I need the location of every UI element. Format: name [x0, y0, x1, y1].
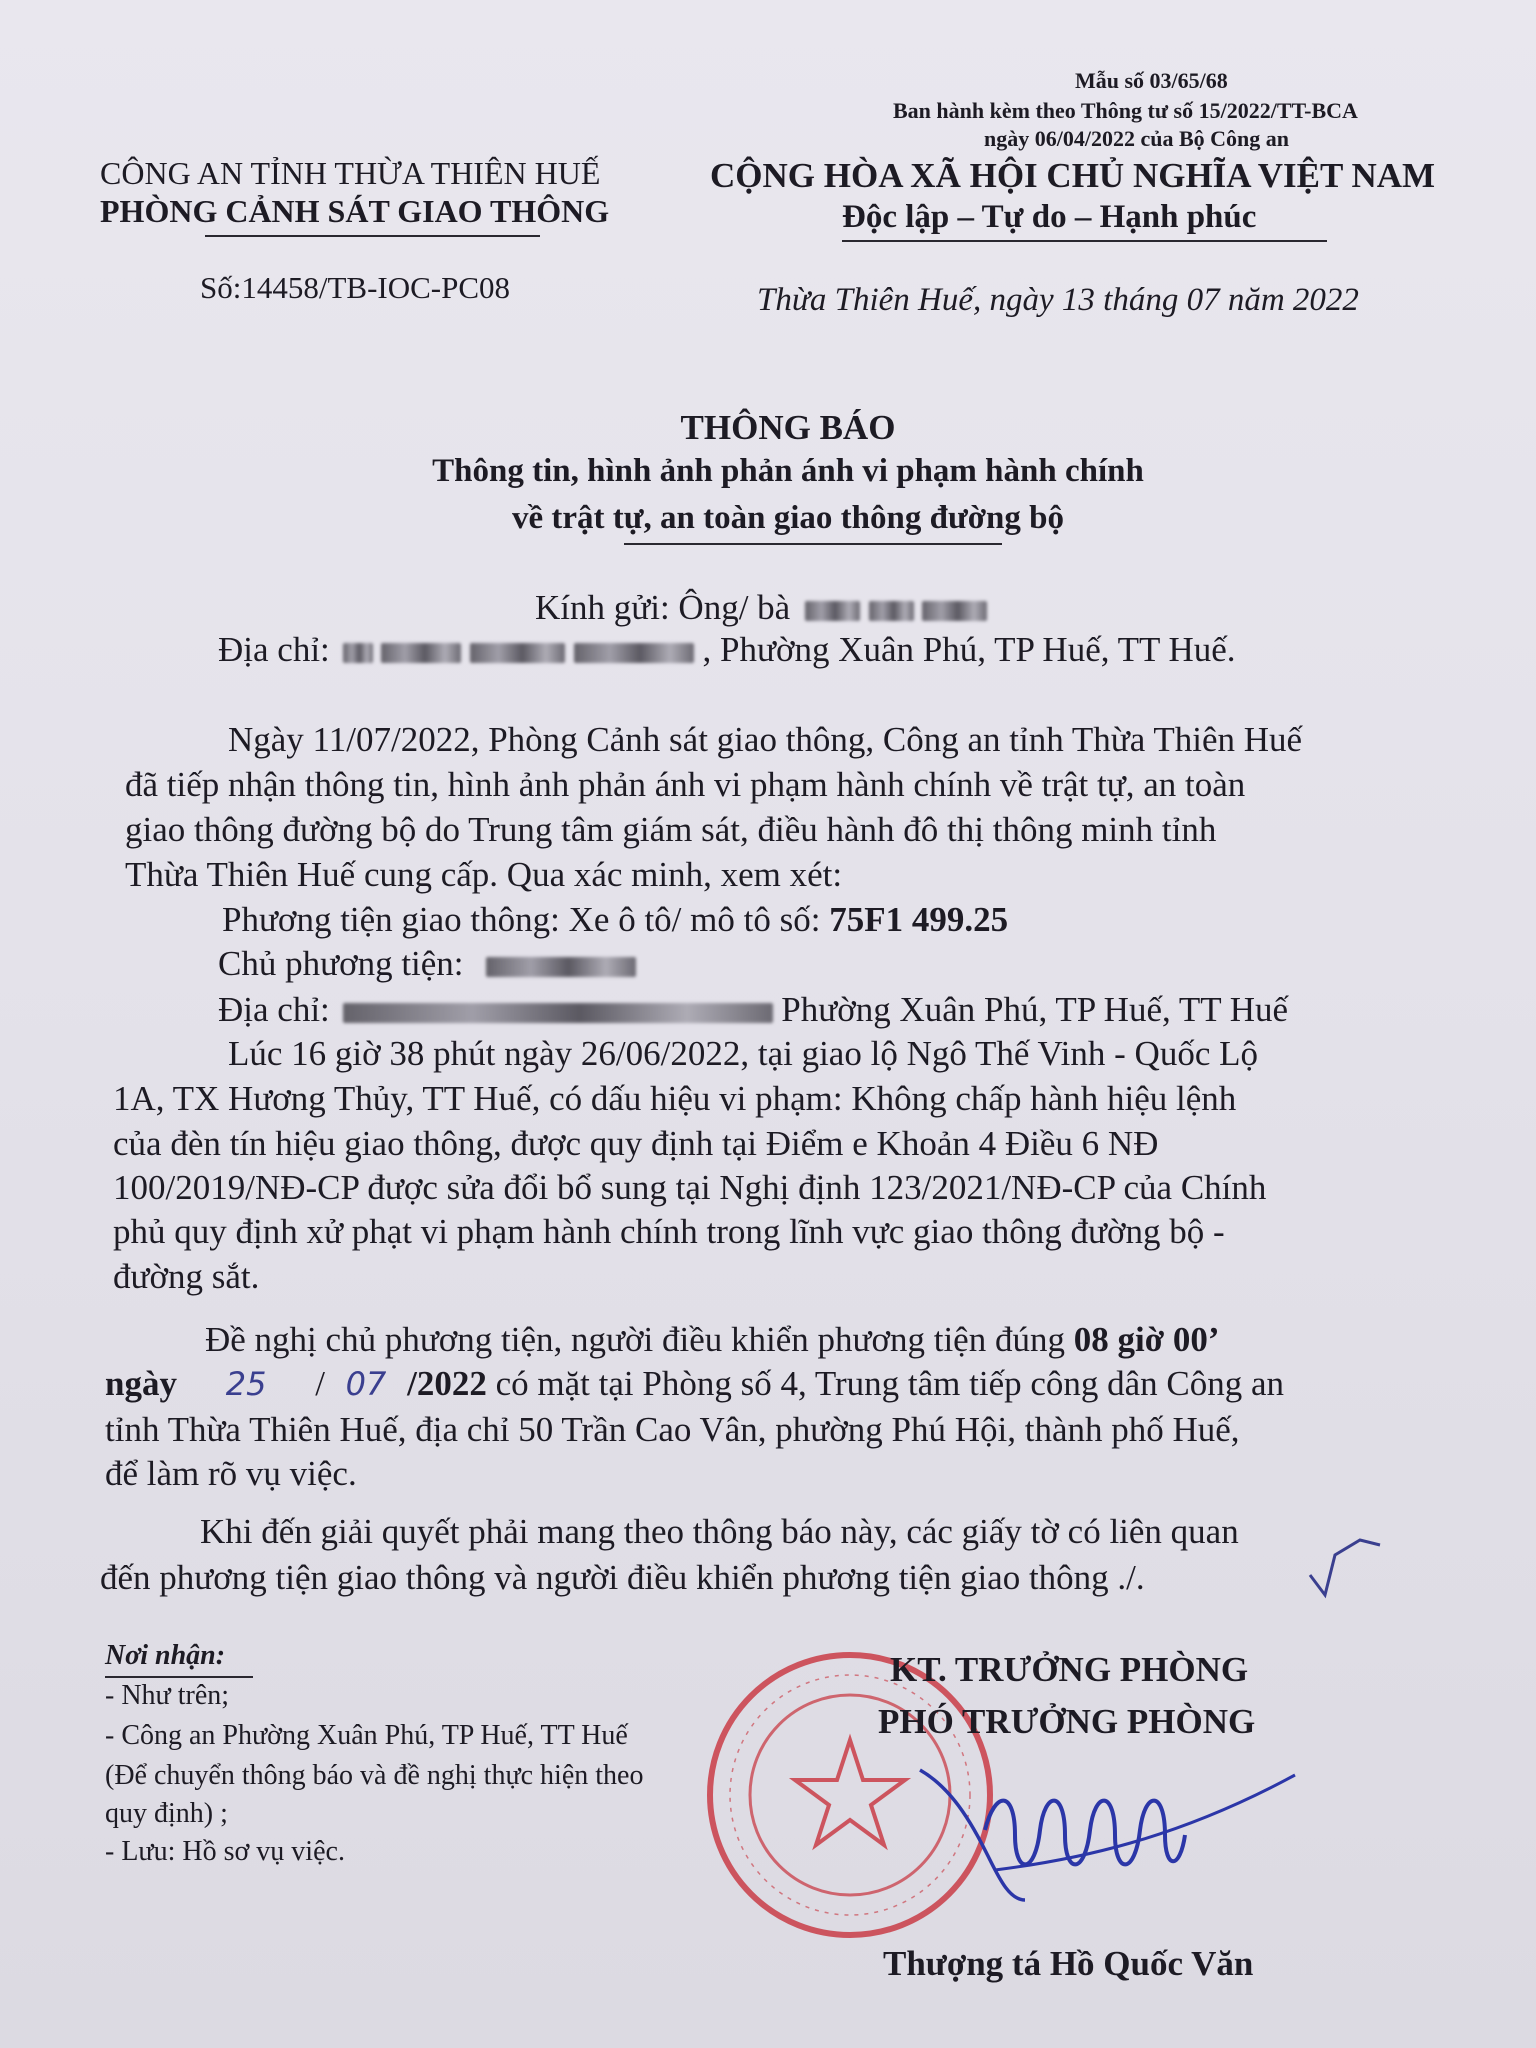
- redacted-name-2: [869, 601, 914, 621]
- redacted-address-4: [574, 643, 694, 663]
- nation-line1: CỘNG HÒA XÃ HỘI CHỦ NGHĨA VIỆT NAM: [710, 156, 1436, 195]
- recipients-heading: Nơi nhận:: [105, 1640, 226, 1671]
- doc-subtitle-1: Thông tin, hình ảnh phản ánh vi phạm hành chính: [432, 453, 1144, 489]
- owner-address-line: [218, 988, 1288, 1032]
- motto-underline: [842, 240, 1327, 242]
- para2-line6: đường sắt.: [113, 1257, 260, 1296]
- recipients-item1: - Như trên;: [105, 1680, 230, 1711]
- para3-line3: tỉnh Thừa Thiên Huế, địa chỉ 50 Trần Cao Vân, phường Phú Hội, thành phố Huế,: [105, 1410, 1240, 1449]
- para2-line4: 100/2019/NĐ-CP được sửa đổi bổ sung tại Nghị định 123/2021/NĐ-CP của Chính: [113, 1168, 1267, 1207]
- initial-mark-icon: [1300, 1535, 1390, 1605]
- para2-line1: Lúc 16 giờ 38 phút ngày 26/06/2022, tại giao lộ Ngô Thế Vinh - Quốc Lộ: [228, 1034, 1258, 1073]
- appointment-time: 08 giờ 00’: [1073, 1320, 1220, 1359]
- owner-address-label: Địa chỉ:: [218, 990, 330, 1029]
- redacted-address-3: [470, 643, 565, 663]
- vehicle-line: [222, 898, 1008, 942]
- para2-line5: phủ quy định xử phạt vi phạm hành chính trong lĩnh vực giao thông đường bộ -: [113, 1212, 1225, 1251]
- redacted-owner-address: [343, 1003, 773, 1023]
- recipient-line: [535, 586, 987, 630]
- handwritten-day: 25: [225, 1365, 267, 1403]
- recipient-address-tail: , Phường Xuân Phú, TP Huế, TT Huế.: [702, 630, 1236, 669]
- form-number: Mẫu số 03/65/68: [1075, 68, 1228, 93]
- owner-label: Chủ phương tiện:: [218, 944, 464, 983]
- signature-role2: PHÓ TRƯỞNG PHÒNG: [878, 1702, 1256, 1741]
- place-date: Thừa Thiên Huế, ngày 13 tháng 07 năm 2022: [757, 282, 1359, 318]
- doc-title: THÔNG BÁO: [680, 408, 896, 447]
- agency-line1: CÔNG AN TỈNH THỪA THIÊN HUẾ: [100, 155, 601, 191]
- agency-line2: PHÒNG CẢNH SÁT GIAO THÔNG: [100, 193, 610, 229]
- para1-line4: Thừa Thiên Huế cung cấp. Qua xác minh, xem xét:: [125, 855, 843, 894]
- para1-line3: giao thông đường bộ do Trung tâm giám sát, điều hành đô thị thông minh tỉnh: [125, 810, 1217, 849]
- redacted-address-1: [343, 643, 373, 663]
- redacted-address-2: [381, 643, 461, 663]
- para1-line1: Ngày 11/07/2022, Phòng Cảnh sát giao thông, Công an tỉnh Thừa Thiên Huế: [228, 720, 1303, 759]
- para1-line2: đã tiếp nhận thông tin, hình ảnh phản ánh vi phạm hành chính về trật tự, an toàn: [125, 765, 1246, 804]
- signature-role1: KT. TRƯỞNG PHÒNG: [890, 1650, 1249, 1689]
- handwritten-signature-icon: [915, 1750, 1315, 1920]
- recipient-address-line: [218, 628, 1236, 672]
- redacted-name-1: [805, 601, 860, 621]
- form-issued-line1: Ban hành kèm theo Thông tư số 15/2022/TT-BCA: [893, 98, 1358, 123]
- para3-line2: ngày 25 / 07 /2022 có mặt tại Phòng số 4, Trung tâm tiếp công dân Công an: [105, 1364, 1285, 1403]
- recipient-address-label: Địa chỉ:: [218, 630, 330, 669]
- appointment-ngay: ngày: [105, 1364, 177, 1403]
- para3-line4: để làm rõ vụ việc.: [105, 1454, 357, 1493]
- owner-address-tail: Phường Xuân Phú, TP Huế, TT Huế: [781, 990, 1289, 1029]
- doc-subtitle-2: về trật tự, an toàn giao thông đường bộ: [511, 500, 1064, 536]
- para4-line1: Khi đến giải quyết phải mang theo thông báo này, các giấy tờ có liên quan: [200, 1512, 1239, 1551]
- para4-line2: đến phương tiện giao thông và người điều khiển phương tiện giao thông ./.: [100, 1558, 1145, 1597]
- recipients-item3a: (Để chuyển thông báo và đề nghị thực hiện theo: [105, 1760, 644, 1791]
- recipient-greeting: Kính gửi: Ông/ bà: [535, 588, 791, 627]
- document-number: Số:14458/TB-IOC-PC08: [200, 270, 511, 305]
- para2-line3: của đèn tín hiệu giao thông, được quy định tại Điểm e Khoản 4 Điều 6 NĐ: [113, 1124, 1159, 1163]
- recipients-item2: - Công an Phường Xuân Phú, TP Huế, TT Huế: [105, 1720, 628, 1751]
- form-issued-line2: ngày 06/04/2022 của Bộ Công an: [984, 126, 1289, 151]
- appointment-place: có mặt tại Phòng số 4, Trung tâm tiếp công dân Công an: [495, 1364, 1285, 1403]
- recipients-item4: - Lưu: Hồ sơ vụ việc.: [105, 1836, 345, 1867]
- recipients-underline: [105, 1676, 253, 1678]
- appointment-year: /2022: [407, 1364, 487, 1403]
- recipients-item3b: quy định) ;: [105, 1798, 228, 1829]
- handwritten-month: 07: [345, 1365, 387, 1403]
- signatory-name: Thượng tá Hồ Quốc Văn: [883, 1944, 1254, 1983]
- owner-line: [218, 942, 636, 986]
- title-underline: [624, 543, 1002, 545]
- agency-underline: [205, 235, 540, 237]
- vehicle-label: Phương tiện giao thông: Xe ô tô/ mô tô số:: [222, 900, 821, 939]
- redacted-owner: [486, 957, 636, 977]
- redacted-name-3: [922, 601, 987, 621]
- vehicle-plate: 75F1 499.25: [829, 900, 1009, 939]
- nation-motto: Độc lập – Tự do – Hạnh phúc: [842, 199, 1257, 235]
- para2-line2: 1A, TX Hương Thủy, TT Huế, có dấu hiệu vi phạm: Không chấp hành hiệu lệnh: [113, 1079, 1237, 1118]
- para3-line1: [205, 1318, 1219, 1362]
- para3-request: Đề nghị chủ phương tiện, người điều khiển phương tiện đúng: [205, 1320, 1065, 1359]
